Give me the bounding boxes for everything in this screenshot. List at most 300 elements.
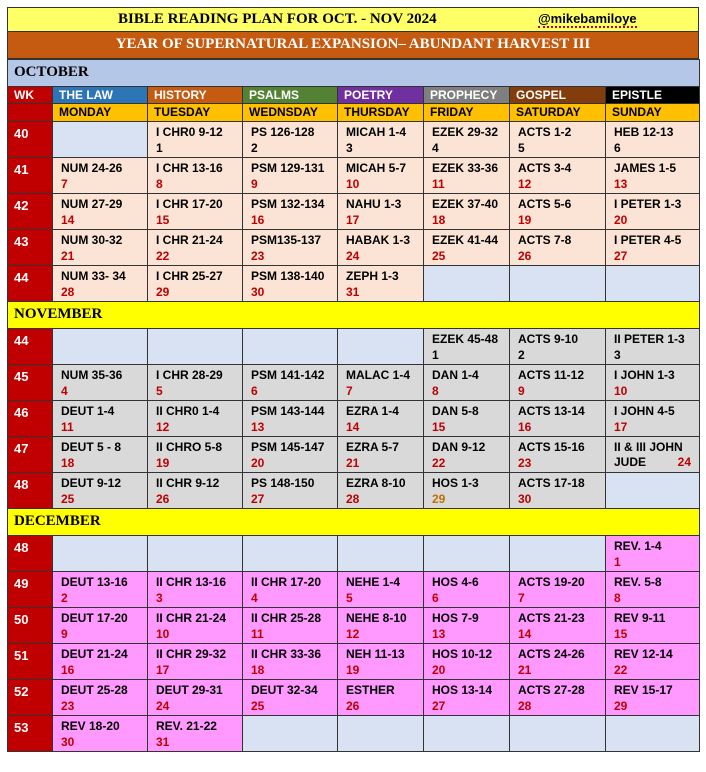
reading-cell <box>53 158 148 194</box>
reading-table <box>7 59 700 752</box>
reading-date: 23 <box>518 456 532 470</box>
reading-passage: EZEK 33-36 <box>432 161 499 175</box>
reading-cell <box>148 194 243 230</box>
reading-date: 23 <box>251 249 265 263</box>
reading-cell <box>148 680 243 716</box>
reading-passage: EZRA 8-10 <box>346 476 406 490</box>
column-header-prophecy: PROPHECY <box>424 87 510 104</box>
weekday-header-sunday: SUNDAY <box>606 104 700 122</box>
reading-passage: ACTS 7-8 <box>518 233 572 247</box>
month-label-december: DECEMBER <box>8 509 700 536</box>
reading-passage: EZEK 41-44 <box>432 233 499 247</box>
reading-passage: I CHR 13-16 <box>156 161 223 175</box>
reading-passage: DEUT 5 - 8 <box>61 440 122 454</box>
reading-cell <box>606 365 700 401</box>
empty-cell <box>606 716 700 752</box>
reading-date: 28 <box>518 699 532 713</box>
reading-date: 20 <box>251 456 265 470</box>
reading-cell <box>338 644 424 680</box>
reading-date: 10 <box>614 384 628 398</box>
reading-cell <box>338 194 424 230</box>
column-header-poetry: POETRY <box>338 87 424 104</box>
reading-passage: I PETER 4-5 <box>614 233 682 247</box>
reading-passage: EZEK 45-48 <box>432 332 499 346</box>
empty-cell <box>510 716 606 752</box>
reading-date: 17 <box>614 420 628 434</box>
empty-cell <box>510 266 606 302</box>
week-row <box>8 536 700 572</box>
reading-date: 27 <box>614 249 628 263</box>
reading-cell <box>424 329 510 365</box>
reading-date: 3 <box>614 348 621 362</box>
social-handle: @mikebamiloye <box>538 11 637 26</box>
reading-passage: DEUT 25-28 <box>61 683 128 697</box>
reading-date: 2 <box>251 141 258 155</box>
week-number: 42 <box>8 194 53 230</box>
reading-date: 11 <box>251 627 264 641</box>
reading-cell <box>243 266 338 302</box>
reading-cell <box>424 230 510 266</box>
week-row <box>8 437 700 473</box>
reading-passage: DEUT 32-34 <box>251 683 318 697</box>
reading-passage: HOS 1-3 <box>432 476 479 490</box>
reading-date: 12 <box>346 627 360 641</box>
month-label-october: OCTOBER <box>8 60 700 87</box>
reading-passage: DEUT 9-12 <box>61 476 122 490</box>
reading-passage: ACTS 19-20 <box>518 575 585 589</box>
month-row-december <box>8 509 700 536</box>
reading-cell <box>510 644 606 680</box>
reading-cell <box>338 680 424 716</box>
reading-date: 22 <box>614 663 628 677</box>
reading-passage: NEHE 1-4 <box>346 575 401 589</box>
month-label-november: NOVEMBER <box>8 302 700 329</box>
reading-passage: HOS 13-14 <box>432 683 493 697</box>
reading-passage: MICAH 1-4 <box>346 125 407 139</box>
weekday-header-tuesday: TUESDAY <box>148 104 243 122</box>
week-number: 52 <box>8 680 53 716</box>
reading-date: 7 <box>61 177 68 191</box>
reading-passage: ACTS 1-2 <box>518 125 572 139</box>
reading-cell <box>53 230 148 266</box>
empty-cell <box>606 266 700 302</box>
week-number: 48 <box>8 536 53 572</box>
reading-date: 19 <box>156 456 170 470</box>
reading-date: 26 <box>346 699 360 713</box>
reading-cell <box>424 680 510 716</box>
reading-date: 21 <box>61 249 75 263</box>
reading-date: 24 <box>346 249 360 263</box>
column-header-epistle: EPISTLE <box>606 87 700 104</box>
reading-cell <box>148 230 243 266</box>
reading-passage: PSM 145-147 <box>251 440 325 454</box>
weekday-header-row <box>8 104 700 122</box>
week-number: 40 <box>8 122 53 158</box>
reading-cell <box>424 644 510 680</box>
reading-cell <box>510 158 606 194</box>
reading-date: 30 <box>61 735 75 749</box>
reading-cell <box>148 122 243 158</box>
reading-cell <box>243 365 338 401</box>
reading-passage: II CHR 21-24 <box>156 611 227 625</box>
reading-passage: DAN 9-12 <box>432 440 486 454</box>
reading-passage: II & III JOHN <box>614 440 683 454</box>
week-row <box>8 329 700 365</box>
week-row <box>8 230 700 266</box>
reading-cell <box>424 365 510 401</box>
reading-cell <box>338 266 424 302</box>
empty-cell <box>53 122 148 158</box>
reading-date: 4 <box>432 141 439 155</box>
week-number: 44 <box>8 329 53 365</box>
reading-date: 25 <box>432 249 446 263</box>
reading-passage: HOS 4-6 <box>432 575 479 589</box>
reading-passage: I CHR 28-29 <box>156 368 223 382</box>
reading-cell <box>510 680 606 716</box>
reading-cell <box>510 608 606 644</box>
reading-date: 17 <box>156 663 170 677</box>
reading-cell <box>510 194 606 230</box>
reading-date: 15 <box>614 627 628 641</box>
reading-date: 28 <box>61 285 75 299</box>
week-number: 45 <box>8 365 53 401</box>
empty-cell <box>606 473 700 509</box>
reading-date: 14 <box>518 627 532 641</box>
reading-cell <box>606 158 700 194</box>
reading-cell <box>510 230 606 266</box>
reading-date: 4 <box>251 591 258 605</box>
reading-date: 12 <box>156 420 170 434</box>
reading-passage: ACTS 17-18 <box>518 476 585 490</box>
reading-cell <box>606 608 700 644</box>
reading-date: 9 <box>251 177 258 191</box>
reading-date: 29 <box>156 285 170 299</box>
reading-date: 15 <box>156 213 170 227</box>
week-number: 49 <box>8 572 53 608</box>
reading-passage: I JOHN 4-5 <box>614 404 675 418</box>
week-row <box>8 158 700 194</box>
reading-cell <box>338 158 424 194</box>
reading-cell <box>338 122 424 158</box>
reading-cell <box>338 437 424 473</box>
reading-date: 19 <box>346 663 360 677</box>
reading-passage: NUM 33- 34 <box>61 269 126 283</box>
reading-date: 2 <box>61 591 68 605</box>
reading-passage: I CHR 21-24 <box>156 233 223 247</box>
week-row <box>8 401 700 437</box>
reading-date: 25 <box>251 699 265 713</box>
reading-passage: ACTS 13-14 <box>518 404 585 418</box>
reading-cell <box>424 401 510 437</box>
reading-date: 29 <box>432 492 446 506</box>
title-banner <box>7 7 699 32</box>
reading-cell <box>53 401 148 437</box>
reading-date: 10 <box>156 627 170 641</box>
reading-passage: EZRA 1-4 <box>346 404 399 418</box>
reading-date: 27 <box>432 699 446 713</box>
reading-cell <box>338 473 424 509</box>
month-row-november <box>8 302 700 329</box>
reading-date: 1 <box>432 348 439 362</box>
reading-passage: ACTS 3-4 <box>518 161 572 175</box>
empty-cell <box>148 329 243 365</box>
reading-cell <box>338 230 424 266</box>
reading-passage: PSM135-137 <box>251 233 322 247</box>
reading-cell <box>338 608 424 644</box>
reading-passage: ACTS 27-28 <box>518 683 585 697</box>
empty-cell <box>53 329 148 365</box>
reading-passage: NAHU 1-3 <box>346 197 402 211</box>
week-number: 46 <box>8 401 53 437</box>
reading-cell <box>243 473 338 509</box>
reading-date: 11 <box>61 420 74 434</box>
reading-cell <box>424 608 510 644</box>
reading-cell <box>243 437 338 473</box>
reading-cell <box>338 572 424 608</box>
reading-cell <box>606 536 700 572</box>
reading-passage: II CHRO 5-8 <box>156 440 223 454</box>
reading-cell <box>53 473 148 509</box>
reading-passage: DAN 5-8 <box>432 404 479 418</box>
reading-passage: II CHR0 1-4 <box>156 404 220 418</box>
reading-passage: II CHR 29-32 <box>156 647 227 661</box>
reading-date: 8 <box>156 177 163 191</box>
reading-cell <box>243 158 338 194</box>
reading-passage: PS 148-150 <box>251 476 315 490</box>
reading-cell <box>148 437 243 473</box>
weekday-header-monday: MONDAY <box>53 104 148 122</box>
reading-cell <box>243 401 338 437</box>
reading-passage: PSM 141-142 <box>251 368 325 382</box>
reading-passage: ESTHER <box>346 683 395 697</box>
week-number: 48 <box>8 473 53 509</box>
month-row-october <box>8 60 700 87</box>
reading-cell <box>606 644 700 680</box>
reading-passage: HABAK 1-3 <box>346 233 411 247</box>
week-row <box>8 122 700 158</box>
reading-passage: ACTS 24-26 <box>518 647 585 661</box>
reading-passage: NUM 27-29 <box>61 197 123 211</box>
reading-date: 11 <box>432 177 445 191</box>
reading-passage: REV 18-20 <box>61 719 120 733</box>
reading-cell <box>148 365 243 401</box>
reading-passage-extra: JUDE <box>614 455 647 469</box>
reading-date: 13 <box>614 177 628 191</box>
reading-passage: DEUT 21-24 <box>61 647 128 661</box>
reading-passage: REV 9-11 <box>614 611 666 625</box>
reading-cell <box>243 608 338 644</box>
reading-passage: EZEK 29-32 <box>432 125 499 139</box>
empty-cell <box>424 536 510 572</box>
reading-passage: I CHR 25-27 <box>156 269 223 283</box>
reading-date: 8 <box>432 384 439 398</box>
reading-cell <box>510 401 606 437</box>
reading-passage: DAN 1-4 <box>432 368 479 382</box>
week-row <box>8 644 700 680</box>
reading-cell <box>243 572 338 608</box>
reading-passage: DEUT 13-16 <box>61 575 128 589</box>
reading-date: 16 <box>518 420 532 434</box>
reading-date: 1 <box>614 555 621 569</box>
reading-cell <box>606 122 700 158</box>
reading-cell <box>510 329 606 365</box>
reading-date: 18 <box>432 213 446 227</box>
reading-cell <box>53 437 148 473</box>
reading-cell <box>338 401 424 437</box>
reading-cell <box>243 644 338 680</box>
reading-passage: ZEPH 1-3 <box>346 269 399 283</box>
reading-cell <box>424 473 510 509</box>
reading-date: 26 <box>518 249 532 263</box>
reading-passage: I JOHN 1-3 <box>614 368 675 382</box>
empty-cell <box>53 536 148 572</box>
empty-cell <box>243 329 338 365</box>
column-header-psalms: PSALMS <box>243 87 338 104</box>
reading-passage: REV 12-14 <box>614 647 673 661</box>
reading-cell <box>243 680 338 716</box>
weekday-header-thursday: THURSDAY <box>338 104 424 122</box>
reading-cell <box>53 365 148 401</box>
reading-cell <box>53 680 148 716</box>
empty-cell <box>510 536 606 572</box>
reading-passage: NUM 24-26 <box>61 161 123 175</box>
reading-date: 20 <box>614 213 628 227</box>
reading-passage: II CHR 25-28 <box>251 611 322 625</box>
reading-date: 22 <box>156 249 170 263</box>
reading-passage: II CHR 9-12 <box>156 476 220 490</box>
reading-passage: ACTS 21-23 <box>518 611 585 625</box>
reading-cell <box>510 365 606 401</box>
reading-passage: II CHR 33-36 <box>251 647 322 661</box>
reading-cell <box>243 194 338 230</box>
reading-passage: DEUT 29-31 <box>156 683 223 697</box>
reading-passage: REV 15-17 <box>614 683 673 697</box>
empty-cell <box>148 536 243 572</box>
empty-cell <box>243 716 338 752</box>
reading-date: 1 <box>156 141 163 155</box>
reading-passage: REV. 1-4 <box>614 539 662 553</box>
reading-passage: ACTS 9-10 <box>518 332 579 346</box>
reading-cell <box>510 473 606 509</box>
empty-cell <box>243 536 338 572</box>
category-header-row <box>8 87 700 104</box>
reading-date: 14 <box>346 420 360 434</box>
week-row <box>8 680 700 716</box>
reading-plan-sheet <box>7 7 699 752</box>
week-row <box>8 572 700 608</box>
reading-cell <box>148 608 243 644</box>
reading-cell <box>148 716 243 752</box>
reading-passage: NUM 35-36 <box>61 368 123 382</box>
reading-cell <box>606 194 700 230</box>
reading-date: 17 <box>346 213 360 227</box>
reading-date: 31 <box>346 285 360 299</box>
reading-date: 14 <box>61 213 75 227</box>
weekday-header-saturday: SATURDAY <box>510 104 606 122</box>
reading-passage: REV. 5-8 <box>614 575 662 589</box>
reading-cell <box>606 572 700 608</box>
reading-cell <box>606 680 700 716</box>
reading-passage: NUM 30-32 <box>61 233 123 247</box>
reading-date: 6 <box>432 591 439 605</box>
reading-cell <box>53 716 148 752</box>
week-number: 43 <box>8 230 53 266</box>
reading-passage: ACTS 5-6 <box>518 197 572 211</box>
reading-cell <box>424 122 510 158</box>
reading-passage: ACTS 11-12 <box>518 368 585 382</box>
reading-passage: NEH 11-13 <box>346 647 405 661</box>
week-number: 44 <box>8 266 53 302</box>
week-row <box>8 194 700 230</box>
reading-cell <box>148 644 243 680</box>
reading-cell <box>53 572 148 608</box>
reading-cell <box>424 572 510 608</box>
reading-date: 31 <box>156 735 170 749</box>
empty-cell <box>338 536 424 572</box>
reading-passage: PSM 129-131 <box>251 161 325 175</box>
reading-passage: MALAC 1-4 <box>346 368 411 382</box>
reading-date: 22 <box>432 456 446 470</box>
empty-cell <box>338 716 424 752</box>
reading-cell <box>424 437 510 473</box>
reading-date: 19 <box>518 213 532 227</box>
week-row <box>8 266 700 302</box>
reading-date: 25 <box>61 492 75 506</box>
reading-date: 20 <box>432 663 446 677</box>
weekday-header-blank <box>8 104 53 122</box>
reading-date: 4 <box>61 384 68 398</box>
reading-cell <box>510 572 606 608</box>
reading-passage: EZEK 37-40 <box>432 197 499 211</box>
reading-date: 6 <box>251 384 258 398</box>
reading-passage: HOS 7-9 <box>432 611 479 625</box>
reading-date: 9 <box>518 384 525 398</box>
reading-date: 3 <box>346 141 353 155</box>
week-row <box>8 608 700 644</box>
empty-cell <box>424 716 510 752</box>
reading-date: 30 <box>251 285 265 299</box>
reading-cell <box>606 230 700 266</box>
reading-cell <box>53 644 148 680</box>
reading-passage: PSM 138-140 <box>251 269 325 283</box>
reading-date: 23 <box>61 699 75 713</box>
reading-date: 5 <box>518 141 525 155</box>
reading-date: 30 <box>518 492 532 506</box>
reading-date: 2 <box>518 348 525 362</box>
empty-cell <box>424 266 510 302</box>
week-row <box>8 473 700 509</box>
reading-passage: I CHR 17-20 <box>156 197 223 211</box>
week-number: 51 <box>8 644 53 680</box>
reading-cell <box>243 230 338 266</box>
reading-passage: II CHR 17-20 <box>251 575 322 589</box>
reading-date: 13 <box>432 627 446 641</box>
column-header-gospel: GOSPEL <box>510 87 606 104</box>
reading-date: 28 <box>346 492 360 506</box>
plan-title: BIBLE READING PLAN FOR OCT. - NOV 2024 <box>118 11 437 27</box>
reading-date: 7 <box>518 591 525 605</box>
reading-date: 18 <box>251 663 265 677</box>
week-number: 41 <box>8 158 53 194</box>
reading-date: 12 <box>518 177 532 191</box>
reading-date: 7 <box>346 384 353 398</box>
reading-passage: JAMES 1-5 <box>614 161 677 175</box>
empty-cell <box>338 329 424 365</box>
reading-cell <box>606 401 700 437</box>
reading-date: 3 <box>156 591 163 605</box>
reading-cell <box>424 194 510 230</box>
reading-cell <box>606 329 700 365</box>
